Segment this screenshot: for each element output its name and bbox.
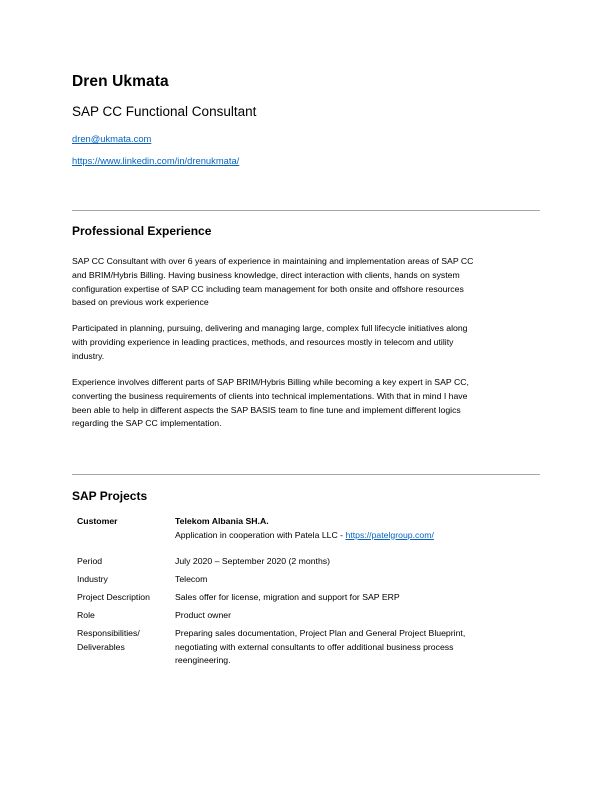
- role-value: Product owner: [175, 610, 232, 620]
- text-line: reengineering.: [175, 655, 231, 665]
- text-line: Responsibilities/: [77, 628, 140, 638]
- industry-value: Telecom: [175, 574, 208, 584]
- industry-label: Industry: [77, 574, 108, 584]
- job-title: SAP CC Functional Consultant: [72, 104, 257, 119]
- customer-label: Customer: [77, 516, 118, 526]
- text-line: and BRIM/Hybris Billing. Having business knowledge, direct interaction with clients, hands on system: [72, 269, 460, 280]
- text-line: regarding the SAP CC implementation.: [72, 418, 222, 429]
- text-line: industry.: [72, 350, 105, 361]
- text-line: SAP CC Consultant with over 6 years of experience in maintaining and implementation areas of SAP CC: [72, 256, 474, 266]
- role-label: Role: [77, 610, 95, 620]
- candidate-name: Dren Ukmata: [72, 73, 169, 90]
- section-heading-experience: Professional Experience: [72, 224, 212, 238]
- text-line: with providing experience in leading practices, methods, and resources mostly in telecom and utility: [72, 336, 454, 347]
- customer-link[interactable]: https://patelgroup.com/: [345, 529, 434, 540]
- section-divider: [72, 210, 540, 211]
- period-value: July 2020 – September 2020 (2 months): [175, 556, 331, 566]
- description-label: Project Description: [77, 592, 150, 602]
- responsibilities-label: [77, 627, 175, 654]
- text-line: Preparing sales documentation, Project Plan and General Project Blueprint,: [175, 628, 466, 638]
- text-line: Deliverables: [77, 641, 125, 652]
- customer-name: Telekom Albania SH.A.: [175, 516, 269, 526]
- customer-note: Application in cooperation with Patela LLC -: [175, 529, 346, 540]
- text-line: been able to help in different aspects the SAP BASIS team to fine tune and implement different logics: [72, 404, 461, 415]
- experience-paragraph-3: [72, 376, 542, 431]
- customer-value: [175, 515, 547, 542]
- description-value: Sales offer for license, migration and support for SAP ERP: [175, 592, 400, 602]
- responsibilities-value: [175, 627, 547, 668]
- section-heading-projects: SAP Projects: [72, 489, 148, 503]
- section-divider: [72, 474, 540, 475]
- customer-note-line: [175, 529, 547, 543]
- text-line: based on previous work experience: [72, 297, 209, 308]
- text-line: Experience involves different parts of SAP BRIM/Hybris Billing while becoming a key expert in SAP CC,: [72, 377, 469, 387]
- linkedin-link[interactable]: https://www.linkedin.com/in/drenukmata/: [72, 155, 240, 166]
- email-link[interactable]: dren@ukmata.com: [72, 133, 152, 144]
- experience-paragraph-2: [72, 322, 542, 363]
- text-line: converting the business requirements of clients into technical implementations. With that in mind I have: [72, 390, 468, 401]
- experience-paragraph-1: [72, 255, 542, 310]
- text-line: configuration expertise of SAP CC including team management for both onsite and offshore resources: [72, 283, 464, 294]
- period-label: Period: [77, 556, 103, 566]
- text-line: negotiating with external consultants to offer additional business process: [175, 641, 454, 652]
- text-line: Participated in planning, pursuing, delivering and managing large, complex full lifecycle initiatives along: [72, 323, 468, 333]
